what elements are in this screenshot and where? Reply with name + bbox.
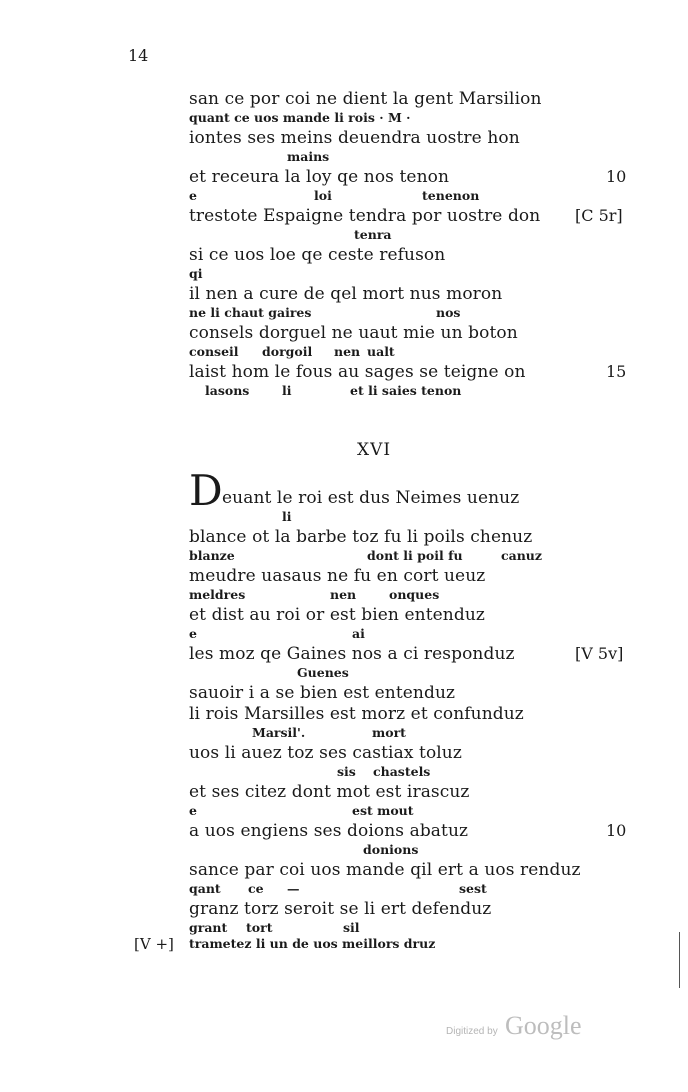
line-number: 10 xyxy=(606,821,627,840)
folio-marker: [V +] xyxy=(134,935,174,953)
verse-line: iontes ses meins deuendra uostre hon xyxy=(189,128,520,148)
verse-line: et ses citez dont mot est irascuz xyxy=(189,782,470,802)
verse-line: et dist au roi or est bien entenduz xyxy=(189,605,485,625)
verse-line: a uos engiens ses doions abatuz xyxy=(189,821,469,841)
verse-line: les moz qe Gaines nos a ci responduz xyxy=(189,644,515,664)
margin-rule xyxy=(679,932,680,988)
stanza-heading: XVI xyxy=(357,440,392,460)
line-number: 10 xyxy=(606,167,627,186)
verse-line: euant le roi est dus Neimes uenuz xyxy=(222,488,520,508)
variant-line: qi xyxy=(189,266,203,281)
verse-line: trestote Espaigne tendra por uostre don xyxy=(189,206,541,226)
watermark-logo: Google xyxy=(505,1011,582,1040)
line-number: 15 xyxy=(606,362,627,381)
page-number: 14 xyxy=(128,46,149,65)
folio-marker: [C 5r] xyxy=(575,206,623,225)
verse-line: consels dorguel ne uaut mie un boton xyxy=(189,323,518,343)
watermark-small: Digitized by xyxy=(446,1026,498,1037)
verse-line: blance ot la barbe toz fu li poils chenuz xyxy=(189,527,533,547)
variant-line: quant ce uos mande li rois · M · xyxy=(189,110,411,125)
verse-line: granz torz seroit se li ert defenduz xyxy=(189,899,492,919)
variant-line: donions xyxy=(363,842,419,857)
verse-line: sance par coi uos mande qil ert a uos renduz xyxy=(189,860,581,880)
verse-line: et receura la loy qe nos tenon xyxy=(189,167,450,187)
verse-line: si ce uos loe qe ceste refuson xyxy=(189,245,446,265)
verse-line: il nen a cure de qel mort nus moron xyxy=(189,284,503,304)
verse-line: sauoir i a se bien est entenduz xyxy=(189,683,456,703)
verse-line: uos li auez toz ses castiax toluz xyxy=(189,743,462,763)
folio-marker: [V 5v] xyxy=(575,644,624,663)
variant-line: trametez li un de uos meillors druz xyxy=(189,936,436,951)
variant-line: Guenes xyxy=(297,665,349,680)
drop-cap: D xyxy=(189,466,223,515)
variant-line: li xyxy=(282,509,292,524)
variant-line: mains xyxy=(287,149,330,164)
variant-line: tenra xyxy=(354,227,392,242)
verse-line: san ce por coi ne dient la gent Marsilion xyxy=(189,89,542,109)
verse-line: laist hom le fous au sages se teigne on xyxy=(189,362,526,382)
verse-line: meudre uasaus ne fu en cort ueuz xyxy=(189,566,486,586)
verse-line: li rois Marsilles est morz et confunduz xyxy=(189,704,524,724)
